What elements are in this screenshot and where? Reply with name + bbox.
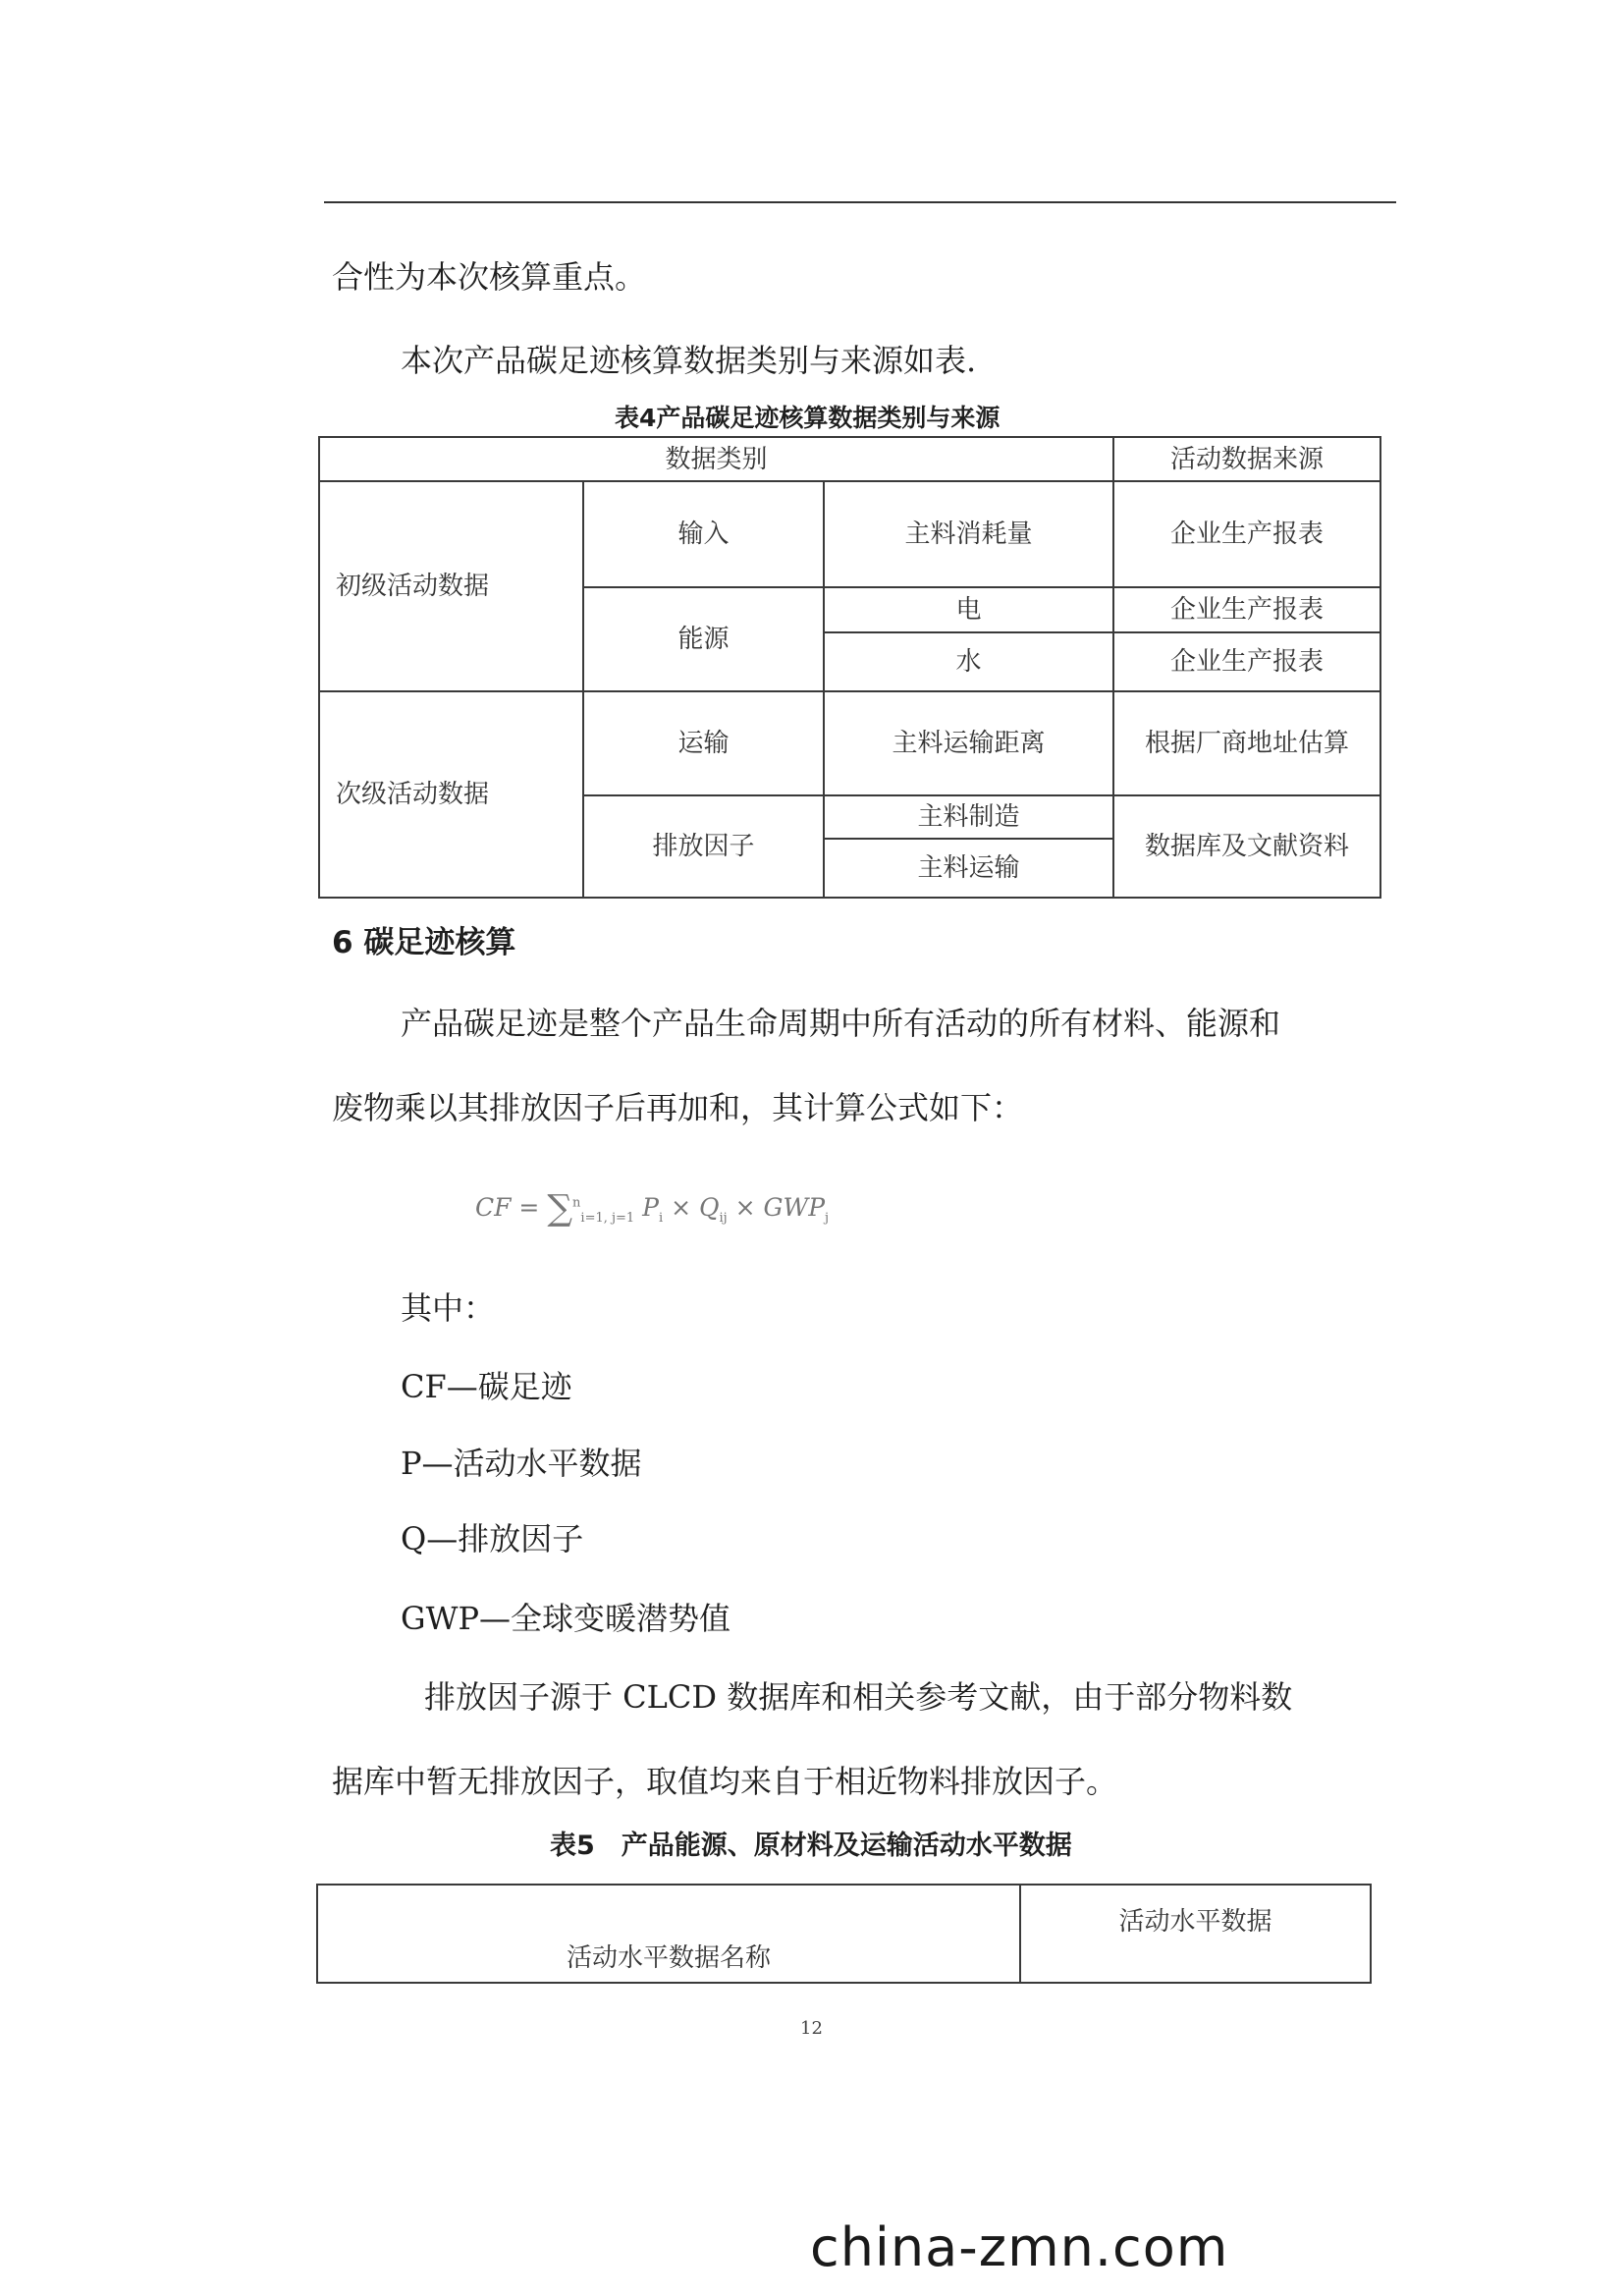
formula-gwp-sub: j [825, 1211, 830, 1226]
cell-source: 数据库及文献资料 [1113, 795, 1380, 898]
cell-item: 水 [824, 632, 1113, 691]
table-row [319, 691, 1380, 795]
formula-q-sub: ij [719, 1211, 728, 1226]
header-rule [324, 201, 1396, 203]
body-text-line: 合性为本次核算重点。 [332, 258, 647, 296]
cell-type: 运输 [583, 691, 824, 795]
formula-times: × [727, 1193, 764, 1222]
cell-item: 主料消耗量 [824, 481, 1113, 587]
group-secondary: 次级活动数据 [319, 691, 583, 898]
table-header-row [319, 437, 1380, 481]
cell-item: 主料制造 [824, 795, 1113, 839]
cell-item: 主料运输 [824, 839, 1113, 898]
cell-source: 企业生产报表 [1113, 587, 1380, 632]
body-text-line: 排放因子源于 CLCD 数据库和相关参考文献，由于部分物料数 [424, 1678, 1293, 1716]
definition-line: GWP—全球变暖潜势值 [401, 1600, 730, 1637]
formula-p: P [642, 1193, 659, 1222]
group-primary: 初级活动数据 [319, 481, 583, 691]
cell-type: 输入 [583, 481, 824, 587]
table5-col-name: 活动水平数据名称 [317, 1885, 1020, 1983]
cell-type: 能源 [583, 587, 824, 691]
table4-caption: 表4产品碳足迹核算数据类别与来源 [615, 404, 1001, 432]
cell-source: 根据厂商地址估算 [1113, 691, 1380, 795]
formula-upper-limit: n [572, 1195, 581, 1211]
where-label: 其中： [401, 1289, 496, 1327]
body-text-line: 废物乘以其排放因子后再加和，其计算公式如下： [332, 1089, 1024, 1126]
body-text-line: 产品碳足迹是整个产品生命周期中所有活动的所有材料、能源和 [401, 1005, 1281, 1042]
header-source: 活动数据来源 [1113, 437, 1380, 481]
table5-col-value: 活动水平数据 [1020, 1885, 1371, 1983]
header-category: 数据类别 [319, 437, 1113, 481]
table4 [318, 436, 1381, 899]
table-header-row [317, 1885, 1371, 1983]
cell-item: 主料运输距离 [824, 691, 1113, 795]
sigma-symbol: ∑ [547, 1188, 573, 1229]
cell-source: 企业生产报表 [1113, 632, 1380, 691]
formula-lhs: CF = [475, 1193, 540, 1222]
definition-line: CF—碳足迹 [401, 1368, 572, 1405]
definition-line: P—活动水平数据 [401, 1445, 642, 1482]
cell-source: 企业生产报表 [1113, 481, 1380, 587]
formula-times: × [663, 1193, 699, 1222]
formula-gwp: GWP [763, 1193, 826, 1222]
cell-item: 电 [824, 587, 1113, 632]
formula-lower-limit: i=1, j=1 [580, 1211, 635, 1226]
table-row [319, 481, 1380, 587]
cell-type: 排放因子 [583, 795, 824, 898]
table5 [316, 1884, 1372, 1984]
carbon-footprint-formula [475, 1188, 829, 1229]
body-text-line: 本次产品碳足迹核算数据类别与来源如表. [401, 342, 977, 379]
table5-caption: 表5 产品能源、原材料及运输活动水平数据 [550, 1831, 1072, 1861]
page-number: 12 [800, 2018, 823, 2039]
body-text-line: 据库中暂无排放因子，取值均来自于相近物料排放因子。 [332, 1763, 1118, 1800]
definition-line: Q—排放因子 [401, 1520, 584, 1558]
formula-p-sub: i [658, 1211, 664, 1226]
formula-q: Q [698, 1193, 720, 1222]
section-heading: 6 碳足迹核算 [332, 925, 516, 960]
watermark: china-zmn.com [810, 2216, 1229, 2278]
